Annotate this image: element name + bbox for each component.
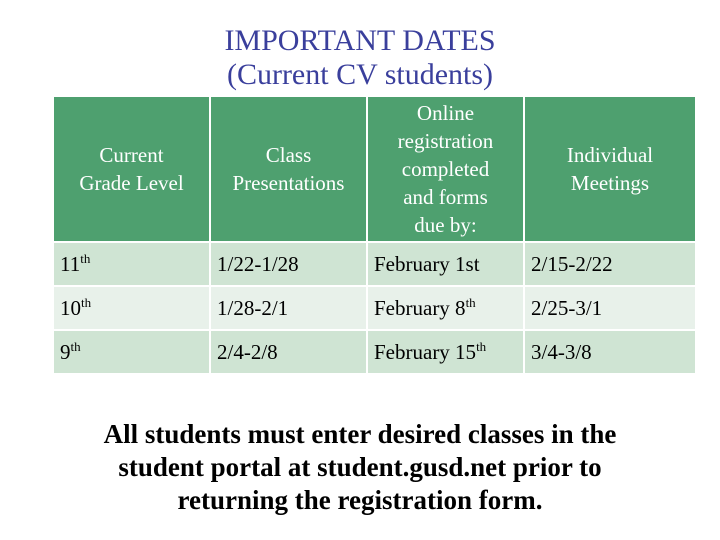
portal-note	[0, 418, 720, 517]
online-due-cell: February 8th	[368, 285, 525, 329]
online-due-cell: February 1st	[368, 241, 525, 285]
table-row	[54, 241, 695, 285]
online-due-cell: February 15th	[368, 329, 525, 373]
page-title	[0, 24, 720, 92]
class-cell: 2/4-2/8	[211, 329, 368, 373]
header-grade-level: Current Grade Level	[54, 97, 211, 241]
grade-cell: 9th	[54, 329, 211, 373]
note-line-2: student portal at student.gusd.net prior to	[118, 452, 602, 482]
title-line-2: (Current CV students)	[226, 58, 494, 91]
table-row	[54, 329, 695, 373]
class-cell: 1/22-1/28	[211, 241, 368, 285]
title-line-1: IMPORTANT DATES	[224, 24, 496, 57]
header-online-registration: Online registration completed and forms due by:	[368, 97, 525, 241]
note-line-1: All students must enter desired classes in the	[103, 419, 617, 449]
header-class-presentations: Class Presentations	[211, 97, 368, 241]
class-cell: 1/28-2/1	[211, 285, 368, 329]
table-header-row	[54, 97, 695, 241]
table-row	[54, 285, 695, 329]
note-line-3: returning the registration form.	[177, 485, 543, 515]
meetings-cell: 2/15-2/22	[525, 241, 695, 285]
header-individual-meetings: Individual Meetings	[525, 97, 695, 241]
important-dates-table	[54, 97, 695, 373]
meetings-cell: 3/4-3/8	[525, 329, 695, 373]
meetings-cell: 2/25-3/1	[525, 285, 695, 329]
grade-cell: 11th	[54, 241, 211, 285]
grade-cell: 10th	[54, 285, 211, 329]
